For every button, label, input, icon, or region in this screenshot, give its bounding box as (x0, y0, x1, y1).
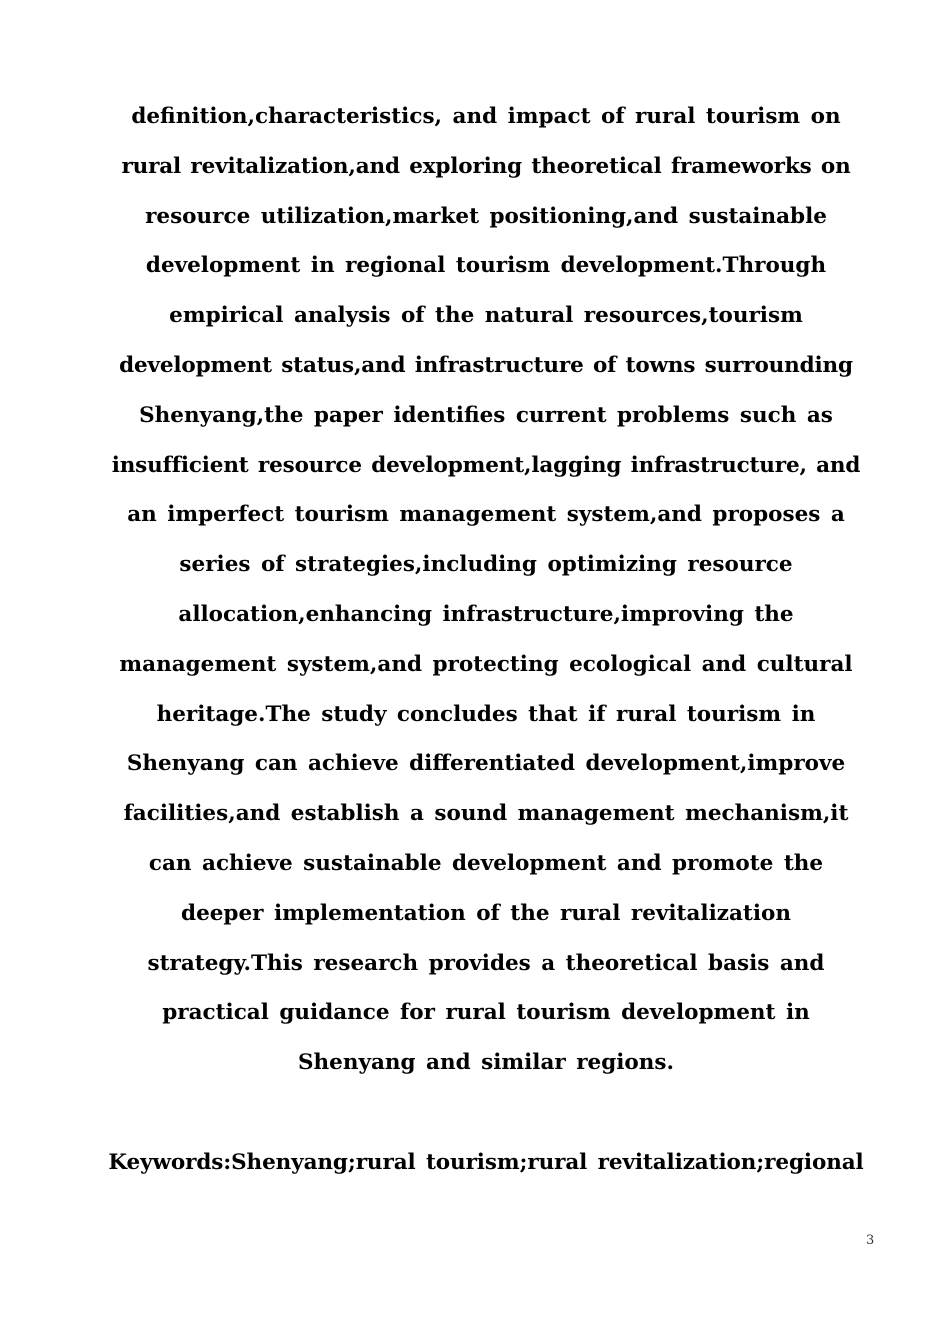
abstract-line: definition,characteristics, and impact of rural tourism on (131, 104, 841, 129)
abstract-line: heritage.The study concludes that if rural tourism in (156, 701, 816, 727)
abstract-line: empirical analysis of the natural resources,tourism (169, 303, 803, 329)
abstract-line: facilities,and establish a sound management mechanism,it (123, 801, 849, 827)
abstract-line: management system,and protecting ecological and cultural (119, 651, 853, 677)
keywords-line: Keywords:Shenyang;rural tourism;rural revitalization;regional (108, 1150, 864, 1175)
abstract-line: insufficient resource development,lagging infrastructure, and (111, 452, 861, 478)
abstract-line: an imperfect tourism management system,and proposes a (127, 502, 845, 528)
abstract-line: can achieve sustainable development and promote the (148, 850, 824, 876)
abstract-line: practical guidance for rural tourism development in (162, 1000, 810, 1026)
abstract-line: development in regional tourism development.Through (145, 253, 827, 279)
abstract-line: resource utilization,market positioning,and sustainable (145, 203, 827, 229)
abstract-line: Shenyang,the paper identifies current problems such as (139, 402, 833, 428)
abstract-line: rural revitalization,and exploring theoretical frameworks on (121, 153, 851, 179)
abstract-line: Shenyang and similar regions. (298, 1050, 674, 1076)
abstract-line: Shenyang can achieve differentiated development,improve (126, 751, 846, 777)
abstract-line: allocation,enhancing infrastructure,improving the (178, 601, 794, 627)
abstract-line: strategy.This research provides a theoretical basis and (147, 950, 825, 976)
abstract-line: series of strategies,including optimizing resource (179, 552, 793, 578)
abstract-body (90, 92, 882, 1088)
abstract-line: deeper implementation of the rural revitalization (181, 900, 791, 926)
abstract-line: development status,and infrastructure of towns surrounding (119, 352, 853, 378)
page-number: 3 (866, 1233, 875, 1248)
